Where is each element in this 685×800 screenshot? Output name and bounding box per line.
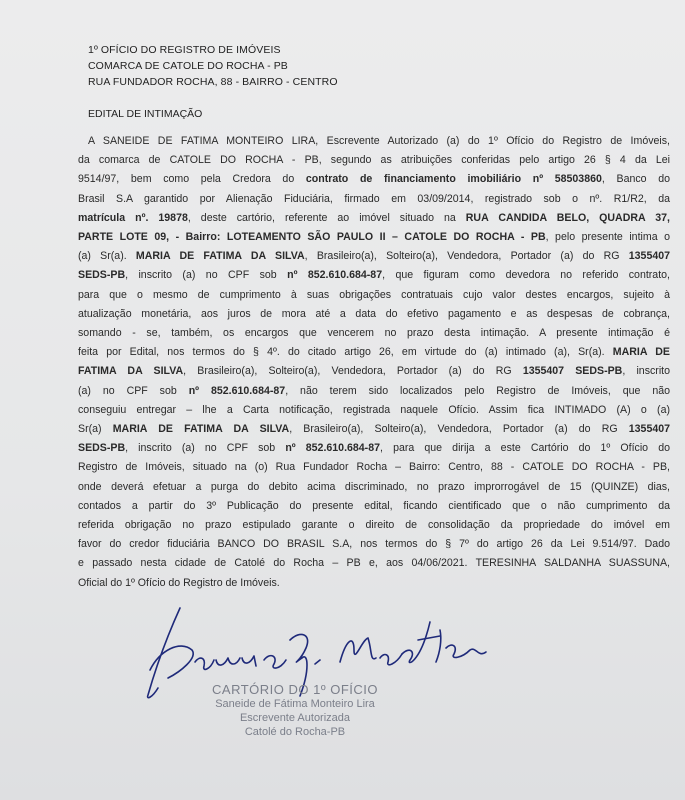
body-line: da comarca de CATOLE DO ROCHA - PB, segundo as atribuições conferidas pelo artigo 26 § 4 da Lei [78, 154, 670, 167]
document-title: EDITAL DE INTIMAÇÃO [88, 108, 203, 120]
body-line: A SANEIDE DE FATIMA MONTEIRO LIRA, Escrevente Autorizado (a) do 1º Ofício do Registro de Imóveis, [88, 135, 670, 147]
notice-body [78, 132, 670, 593]
header-office-name: 1º OFÍCIO DO REGISTRO DE IMÓVEIS [88, 44, 281, 56]
body-line: e passado nesta cidade de Catolé do Rocha – PB e, aos 04/06/2021. TERESINHA SALDANHA SUASSUNA, [78, 557, 670, 570]
registry-header [88, 42, 338, 90]
body-line: FATIMA DA SILVA, Brasileiro(a), Solteiro(a), Vendedora, Portador (a) do RG 1355407 SEDS-PB, inscrito [78, 365, 671, 378]
body-line: matrícula nº. 19878, deste cartório, referente ao imóvel situado na RUA CANDIDA BELO, QUADRA 37, [78, 211, 670, 224]
body-line: onde deverá efetuar a purga do debito acima discriminado, no prazo improrrogável de 15 (QUINZE) dias, [78, 480, 670, 493]
body-line: SEDS-PB, inscrito (a) no CPF sob nº 852.610.684-87, que figuram como devedora no referido contrato, [78, 269, 670, 282]
body-line: conseguiu entregar – lhe a Carta notificação, registrada naquele Ofício. Assim fica INTIMADO (A) o (a) [78, 403, 670, 416]
body-line: Brasil S.A garantido por Alienação Fiduciária, firmado em 03/09/2014, registrado sob o nº. R1/R2, da [78, 192, 670, 205]
body-line: referida obrigação no prazo estipulado garante o direito de consolidação da propriedade do imóvel em [78, 519, 670, 532]
stamp-name: Saneide de Fátima Monteiro Lira [215, 698, 375, 710]
body-line: contados a partir do 3º Publicação do presente edital, ficando cientificado que o não cumprimento da [78, 499, 670, 512]
body-line: para que o mesmo de cumprimento à suas obrigações contratuais cujo valor destes encargos, sujeito à [78, 288, 670, 301]
body-line: Registro de Imóveis, situado na (o) Rua Fundador Rocha – Bairro: Centro, 88 - CATOLE DO ROCHA - PB, [78, 461, 670, 474]
body-line: atualização monetária, aos juros de mora até a data do efetivo pagamento e as despesas de cobrança, [78, 307, 670, 320]
body-line: PARTE LOTE 09, - Bairro: LOTEAMENTO SÃO PAULO II – CATOLE DO ROCHA - PB, pelo presente intima o [78, 231, 670, 244]
body-line: somando - se, também, os encargos que vencerem no prazo desta intimação. A presente intimação é [78, 327, 670, 340]
stamp-city: Catolé do Rocha-PB [244, 726, 346, 738]
body-line: (a) Sr(a). MARIA DE FATIMA DA SILVA, Brasileiro(a), Solteiro(a), Vendedora, Portador (a) do RG 1355407 [78, 250, 671, 263]
body-line: feita por Edital, nos termos do § 4º. do citado artigo 26, em virtude do (a) intimado (a), Sr(a). MARIA DE [78, 346, 670, 359]
body-line: favor do credor fiduciária BANCO DO BRASIL S.A, nos termos do § 7º do artigo 26 da Lei 9.514/97. Dado [78, 538, 670, 551]
body-line: SEDS-PB, inscrito (a) no CPF sob nº 852.610.684-87, para que dirija a este Cartório do 1º Ofício do [78, 442, 670, 455]
office-stamp [180, 682, 410, 739]
body-line: Sr(a) MARIA DE FATIMA DA SILVA, Brasileiro(a), Solteiro(a), Vendedora, Portador (a) do RG 1355407 [78, 423, 671, 436]
body-line: (a) no CPF sob nº 852.610.684-87, não terem sido localizados pelo Registro de Imóveis, que não [78, 384, 670, 397]
header-address: RUA FUNDADOR ROCHA, 88 - BAIRRO - CENTRO [88, 76, 338, 88]
stamp-role: Escrevente Autorizada [239, 712, 351, 724]
stamp-office: CARTÓRIO DO 1º OFÍCIO [212, 682, 378, 697]
header-comarca: COMARCA DE CATOLE DO ROCHA - PB [88, 60, 288, 72]
body-line: Oficial do 1º Ofício do Registro de Imóveis. [78, 576, 280, 589]
body-line: 9514/97, bem como pela Credora do contrato de financiamento imobiliário nº 58503860, Banco do [78, 173, 671, 186]
